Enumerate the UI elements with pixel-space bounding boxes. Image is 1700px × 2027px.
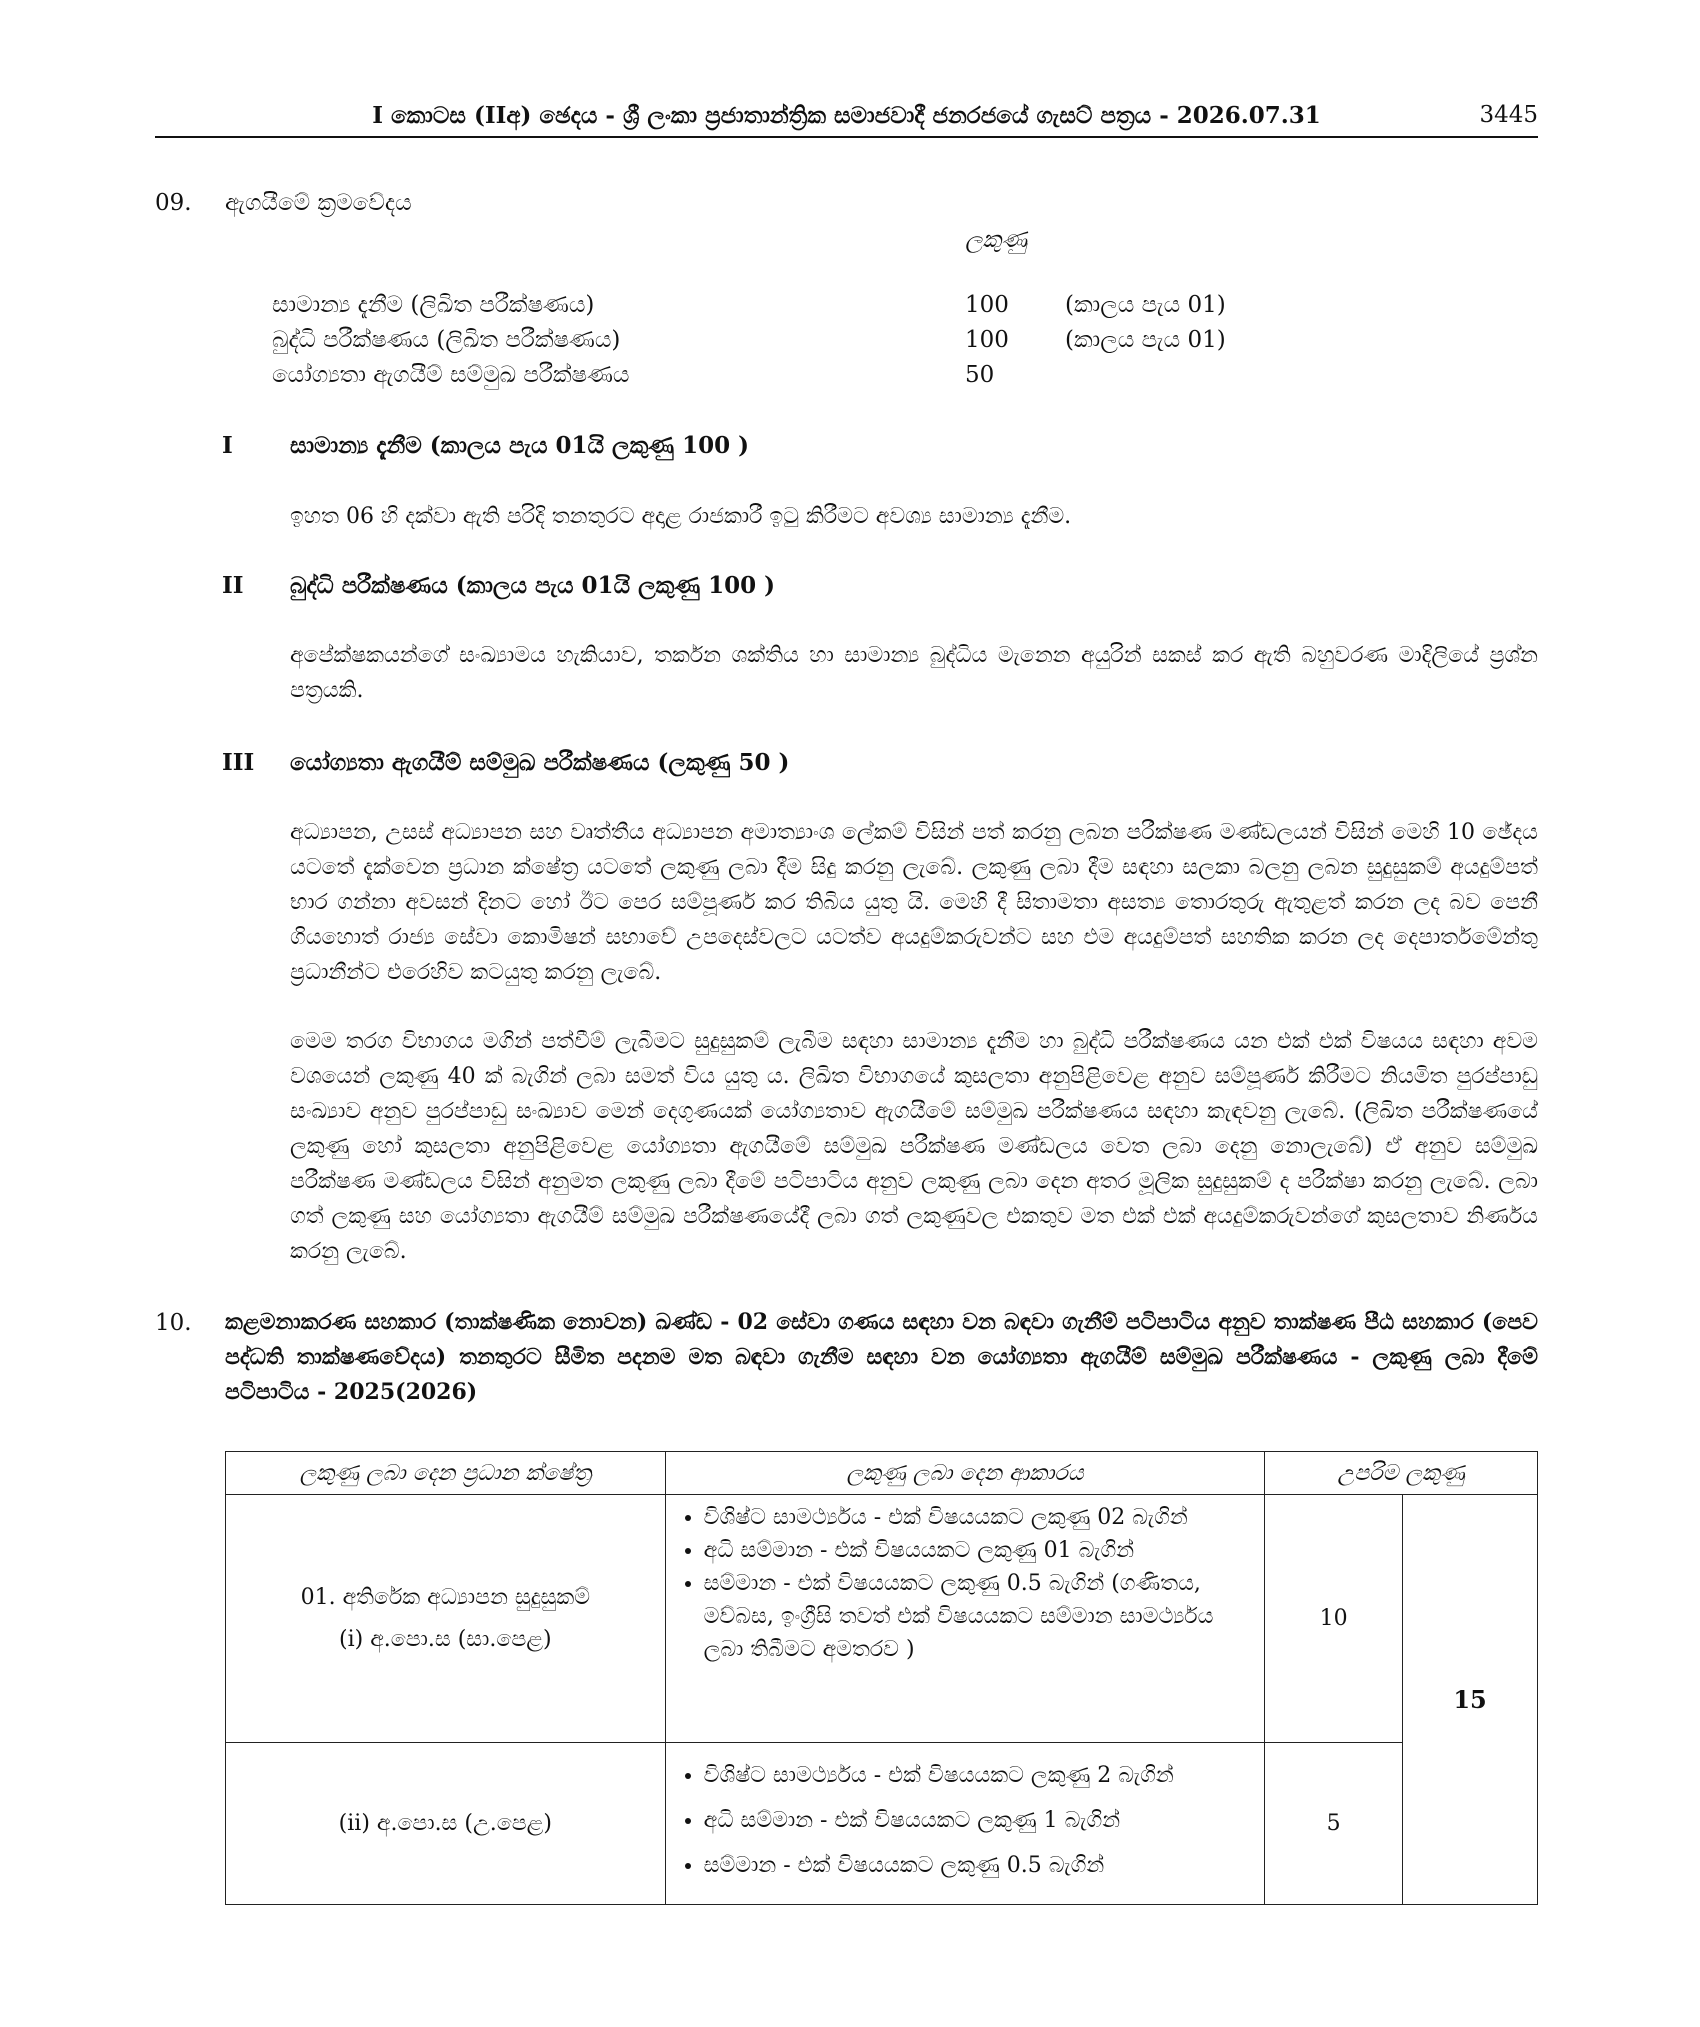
method-item: • අධි සම්මාන - එක් විෂයයකට ලකුණු 01 බැගින් <box>704 1534 1257 1567</box>
area-cell <box>226 1743 666 1905</box>
subsection-paragraph: අපේක්ෂකයන්ගේ සංඛ්‍යාමය හැකියාව, තර්කන ශක්තිය හා සාමාන්‍ය බුද්ධිය මැනෙන අයුරින් සකස් කර ඇති බහුවරණ මාදිලියේ ප්‍රශ්න පත්‍රයකි. <box>290 643 1538 703</box>
section-number: 10. <box>155 1310 192 1336</box>
table-row <box>226 1743 1538 1905</box>
area-title: 01. අතිරේක අධ්‍යාපන සුදුසුකම් <box>300 1584 591 1610</box>
gazette-title: I කොටස (IIඅ) ඡෙදය - ශ්‍රී ලංකා ප්‍රජාතාන්ත්‍රික සමාජවාදී ජනරජයේ ගැසට් පත්‍රය - 2026.07.31 <box>372 102 1321 129</box>
area-title: (ii) අ.පො.ස (උ.පෙළ) <box>338 1810 552 1836</box>
column-header: ලකුණු ලබා දෙන ප්‍රධාන ක්ෂේත්‍ර <box>226 1452 666 1495</box>
table-row <box>226 1495 1538 1743</box>
subsection-paragraph: ඉහත 06 හි දක්වා ඇති පරිදි තනතුරට අදාළ රාජකාරී ඉටු කිරීමට අවශ්‍ය සාමාන්‍ය දැනීම. <box>290 504 1072 529</box>
subsection-paragraph: මෙම තරග විභාගය මගින් පත්වීම් ලැබීමට සුදුසුකම් ලැබීම සඳහා සාමාන්‍ය දැනීම හා බුද්ධි පරීක්ෂණය යන එක් එක් විෂයය සඳහා අවම වශයෙන් ලකුණු 40 ක් බැගින් ලබා සමත් විය යුතු ය. ලිඛිත විභාගයේ කුසලතා අනුපිළිවෙළ අනුව සම්පූර්ණ කිරීමට නියමිත පුරප්පාඩු සංඛ්‍යාව අනුව පුරප්පාඩු සංඛ්‍යාව මෙන් දෙගුණයක් යෝග්‍යතාව ඇගයීමේ සම්මුඛ පරීක්ෂණය සඳහා කැඳවනු ලැබේ. (ලිඛිත පරීක්ෂණයේ ලකුණු හෝ කුසලතා අනුපිළිවෙළ යෝග්‍යතා ඇගයීමේ සම්මුඛ පරීක්ෂණ මණ්ඩලය වෙත ලබා දෙනු නොලැබේ) ඒ අනුව සම්මුඛ පරීක්ෂණ මණ්ඩලය විසින් අනුමත ලකුණු ලබා දීමේ පටිපාටිය අනුව ලකුණු ලබා දෙන අතර මූලික සුදුසුකම් ද පරීක්ෂා කරනු ලැබේ. ලබා ගත් ලකුණු සහ යෝග්‍යතා ඇගයීම් සම්මුඛ පරීක්ෂණයේදී ලබා ගත් ලකුණුවල එකතුව මත එක් එක් අයදුම්කරුවන්ගේ කුසලතාව නිර්ණය කරනු ලැබේ. <box>290 1029 1538 1264</box>
method-item: • සම්මාන - එක් විෂයයකට ලකුණු 0.5 බැගින් <box>704 1849 1257 1882</box>
subsection-numeral: II <box>222 572 244 599</box>
section-heading: කළමනාකරණ සහකාර (තාක්ෂණික නොවන) ඛණ්ඩ - 02 සේවා ගණය සඳහා වන බඳවා ගැනීම් පටිපාටිය අනුව තාක්ෂණ පීඨ සහකාර (පෙව පද්ධති තාක්ෂණවේදය) තනතුරට සීමිත පදනම මත බඳවා ගැනීම සඳහා වන යෝග්‍යතා ඇගයීම් සම්මුඛ පරීක්ෂණය - ලකුණු ලබා දීමේ පටිපාටිය - 2025(2026) <box>225 1309 1538 1405</box>
section-heading: ඇගයීමේ ක්‍රමවේදය <box>225 190 412 216</box>
assessment-duration: (කාලය පැය 01) <box>1065 292 1226 318</box>
method-cell <box>665 1743 1265 1905</box>
assessment-duration: (කාලය පැය 01) <box>1065 327 1226 353</box>
assessment-name: යෝග්‍යතා ඇගයීම් සම්මුඛ පරීක්ෂණය <box>272 362 630 388</box>
method-cell <box>665 1495 1265 1743</box>
marks-cell: 10 <box>1265 1495 1403 1743</box>
assessment-name: බුද්ධි පරීක්ෂණය (ලිඛිත පරීක්ෂණය) <box>272 327 621 353</box>
column-header: ලකුණු ලබා දෙන ආකාරය <box>665 1452 1265 1495</box>
subsection-title: යෝග්‍යතා ඇගයීම් සම්මුඛ පරීක්ෂණය (ලකුණු 50 ) <box>290 749 790 776</box>
method-list <box>680 1501 1257 1666</box>
subsection-paragraph: අධ්‍යාපන, උසස් අධ්‍යාපන සහ වෘත්තීය අධ්‍යාපන අමාත්‍යාංශ ලේකම් විසින් පත් කරනු ලබන පරීක්ෂණ මණ්ඩලයන් විසින් මෙහි 10 ඡේදය යටතේ දැක්වෙන ප්‍රධාන ක්ෂේත්‍ර යටතේ ලකුණු ලබා දීම සිදු කරනු ලැබේ. ලකුණු ලබා දීම සඳහා සලකා බලනු ලබන සුදුසුකම් අයදුම්පත් භාර ගන්නා අවසන් දිනට හෝ ඊට පෙර සම්පූර්ණ කර තිබිය යුතු යි. මෙහි දී සිතාමතා අසත්‍ය තොරතුරු ඇතුළත් කරන ලද බව පෙනී ගියහොත් රාජ්‍ය සේවා කොමිෂන් සභාවේ උපදෙස්වලට යටත්ව අයදුම්කරුවන්ට සහ එම අයදුම්පත් සහතික කරන ලද දෙපාර්තමේන්තු ප්‍රධානීන්ට එරෙහිව කටයුතු කරනු ලැබේ. <box>290 820 1538 985</box>
max-marks-cell: 15 <box>1403 1495 1538 1905</box>
assessment-marks: 100 <box>965 327 1009 353</box>
method-item: • විශිෂ්ට සාමර්ථ්‍යය - එක් විෂයයකට ලකුණු 2 බැගින් <box>704 1759 1257 1792</box>
subsection-numeral: III <box>222 749 255 776</box>
subsection-numeral: I <box>222 432 233 459</box>
page-number: 3445 <box>1479 102 1538 128</box>
area-subtitle: (i) අ.පො.ස (සා.පෙළ) <box>339 1626 552 1652</box>
column-header: උපරිම ලකුණු <box>1265 1452 1538 1495</box>
method-item: • විශිෂ්ට සාමර්ථ්‍යය - එක් විෂයයකට ලකුණු 02 බැගින් <box>704 1501 1257 1534</box>
assessment-marks: 50 <box>965 362 995 388</box>
marks-table <box>225 1451 1538 1905</box>
assessment-name: සාමාන්‍ය දැනීම (ලිඛිත පරීක්ෂණය) <box>272 292 595 318</box>
subsection-title: බුද්ධි පරීක්ෂණය (කාලය පැය 01යි ලකුණු 100 ) <box>290 572 776 599</box>
marks-column-header: ලකුණු <box>965 227 1028 253</box>
page-header <box>155 96 1538 138</box>
marks-cell: 5 <box>1265 1743 1403 1905</box>
section-number: 09. <box>155 190 192 216</box>
method-item: • සම්මාන - එක් විෂයයකට ලකුණු 0.5 බැගින් (ගණිතය, මව්බස, ඉංග්‍රීසි තවත් එක් විෂයයකට සම්මාන සාමර්ථ්‍යය ලබා තිබීමට අමතරව ) <box>704 1567 1257 1666</box>
subsection-title: සාමාන්‍ය දැනීම (කාලය පැය 01යි ලකුණු 100 ) <box>290 432 750 459</box>
assessment-marks: 100 <box>965 292 1009 318</box>
method-item: • අධි සම්මාන - එක් විෂයයකට ලකුණු 1 බැගින් <box>704 1804 1257 1837</box>
table-header-row <box>226 1452 1538 1495</box>
area-cell <box>226 1495 666 1743</box>
method-list <box>680 1759 1257 1882</box>
